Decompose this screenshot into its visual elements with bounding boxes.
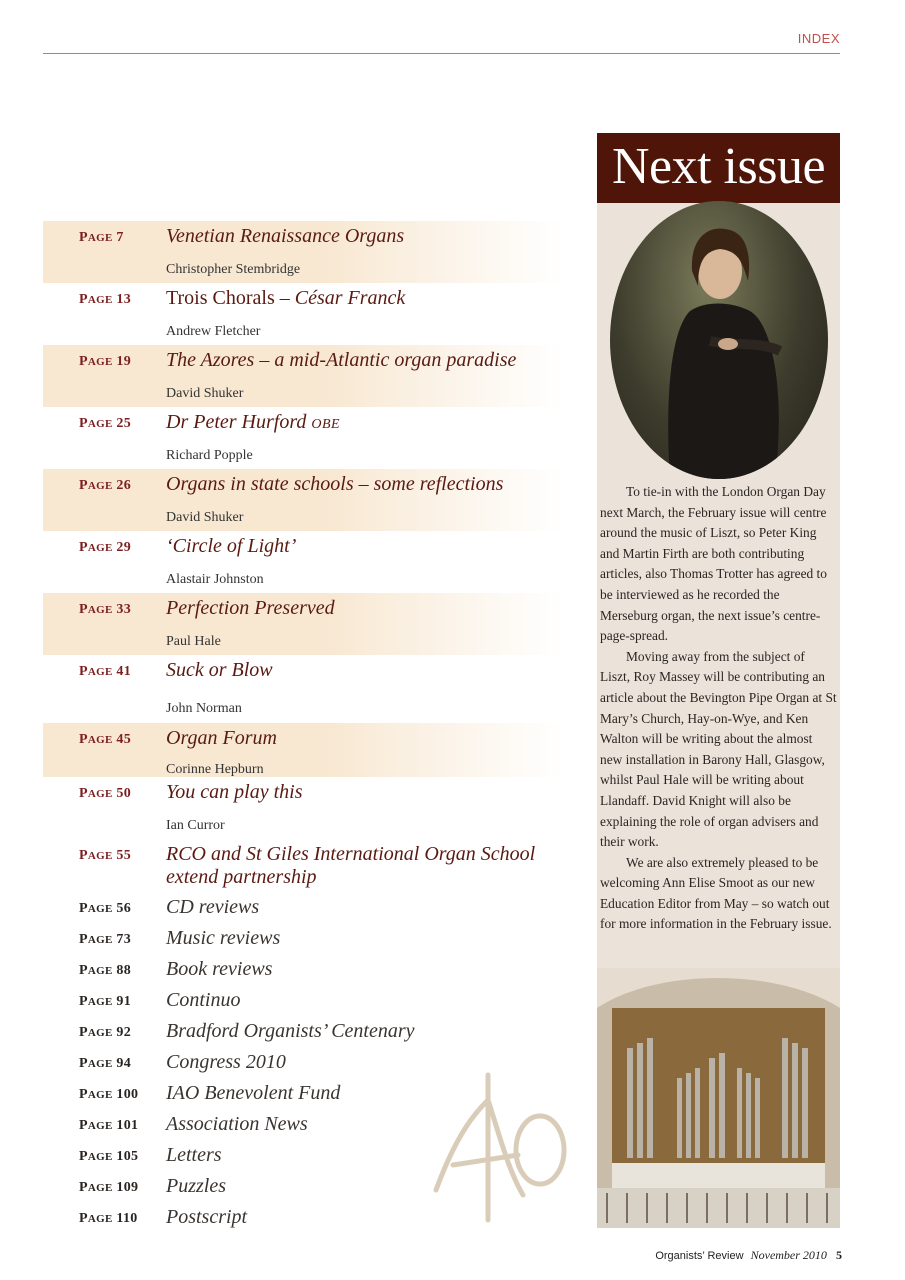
entry-title: Music reviews [166, 927, 281, 949]
entry-title: Perfection Preserved [166, 597, 335, 619]
toc-entry[interactable] [43, 839, 563, 895]
entry-title: ‘Circle of Light’ [166, 535, 297, 557]
entry-title: RCO and St Giles International Organ School extend partnership [166, 843, 536, 888]
page-number: PAGE 105 [79, 1149, 139, 1164]
toc-entry[interactable] [43, 655, 563, 723]
toc-entry[interactable] [43, 531, 563, 593]
page-number: PAGE 41 [79, 664, 132, 679]
page-number: PAGE 25 [79, 416, 132, 431]
toc-entry[interactable] [43, 283, 563, 345]
section-label: INDEX [797, 31, 840, 46]
entry-title: Postscript [166, 1206, 248, 1228]
toc-entry[interactable] [43, 926, 563, 957]
entry-author: Alastair Johnston [166, 572, 264, 587]
toc-entry[interactable] [43, 957, 563, 988]
entry-author: David Shuker [166, 510, 244, 525]
next-issue-panel [597, 133, 840, 1228]
toc-entry[interactable] [43, 593, 563, 655]
page-number: PAGE 45 [79, 732, 132, 747]
entry-title: Congress 2010 [166, 1051, 286, 1073]
toc-entry[interactable] [43, 469, 563, 531]
entry-title: Letters [166, 1144, 222, 1166]
page-number: PAGE 109 [79, 1180, 139, 1195]
toc-entry[interactable] [43, 1019, 563, 1050]
page-number: PAGE 33 [79, 602, 132, 617]
entry-title: Venetian Renaissance Organs [166, 225, 405, 247]
toc-entry[interactable] [43, 407, 563, 469]
entry-title: Association News [166, 1113, 308, 1135]
entry-title: Continuo [166, 989, 241, 1011]
toc-entry[interactable] [43, 345, 563, 407]
entry-author: Christopher Stembridge [166, 262, 301, 277]
page-footer [655, 1248, 842, 1263]
merseburg-organ-image [597, 968, 840, 1228]
entry-author: Paul Hale [166, 634, 221, 649]
page-number: PAGE 56 [79, 901, 132, 916]
liszt-portrait-image [610, 201, 828, 479]
entry-title: Bradford Organists’ Centenary [166, 1020, 415, 1042]
page-number: PAGE 7 [79, 230, 124, 245]
panel-paragraph: We are also extremely pleased to be welcoming Ann Elise Smoot as our new Education Editor from May – so watch out for more information in the February issue. [600, 854, 832, 932]
toc-entry[interactable] [43, 221, 563, 283]
page-number: PAGE 110 [79, 1211, 138, 1226]
entry-title: Suck or Blow [166, 659, 273, 681]
entry-title: Dr Peter Hurford OBE [166, 411, 341, 433]
panel-paragraph: To tie-in with the London Organ Day next March, the February issue will centre around the music of Liszt, so Peter King and Martin Firth are both contributing articles, also Thomas Trotter has agreed to be interviewed as he recorded the Merseburg organ, the next issue’s centre-page-spread. [600, 484, 827, 644]
header-rule [43, 53, 840, 54]
entry-author: Ian Curror [166, 818, 225, 833]
iao-logo [428, 1070, 570, 1225]
entry-title: You can play this [166, 781, 303, 803]
page-number: PAGE 73 [79, 932, 132, 947]
entry-author: Corinne Hepburn [166, 762, 264, 777]
toc-entry[interactable] [43, 777, 563, 839]
entry-title: Trois Chorals – César Franck [166, 287, 406, 309]
toc-entry[interactable] [43, 988, 563, 1019]
page-number-footer: 5 [836, 1248, 842, 1262]
entry-title: Organs in state schools – some reflections [166, 473, 504, 495]
entry-author: Andrew Fletcher [166, 324, 261, 339]
toc-entry[interactable] [43, 895, 563, 926]
page-number: PAGE 26 [79, 478, 132, 493]
page-number: PAGE 13 [79, 292, 132, 307]
page-number: PAGE 101 [79, 1118, 139, 1133]
entry-title: CD reviews [166, 896, 260, 918]
entry-title: Organ Forum [166, 727, 277, 749]
entry-title: Book reviews [166, 958, 273, 980]
entry-title: The Azores – a mid-Atlantic organ paradise [166, 349, 517, 371]
entry-title: Puzzles [166, 1175, 226, 1197]
entry-title: IAO Benevolent Fund [166, 1082, 341, 1104]
page-number: PAGE 91 [79, 994, 132, 1009]
page-number: PAGE 55 [79, 848, 132, 863]
entry-author: John Norman [166, 701, 242, 716]
publication-name: Organists’ Review [655, 1250, 744, 1262]
page-number: PAGE 94 [79, 1056, 132, 1071]
issue-date: November 2010 [750, 1248, 827, 1262]
panel-paragraph: Moving away from the subject of Liszt, Roy Massey will be contributing an article about the Bevington Pipe Organ at St Mary’s Church, Hay-on-Wye, and Ken Walton will be writing about the almost new installation in Barony Hall, Glasgow, whilst Paul Hale will be writing about Llandaff. David Knight will also be explaining the role of organ advisers and their work. [600, 648, 837, 850]
page-number: PAGE 88 [79, 963, 132, 978]
page-number: PAGE 19 [79, 354, 132, 369]
panel-body [600, 482, 838, 935]
page-number: PAGE 92 [79, 1025, 132, 1040]
entry-author: Richard Popple [166, 448, 253, 463]
panel-title: Next issue [597, 133, 840, 203]
page-number: PAGE 50 [79, 786, 132, 801]
page-number: PAGE 29 [79, 540, 132, 555]
page-number: PAGE 100 [79, 1087, 139, 1102]
entry-author: David Shuker [166, 386, 244, 401]
toc-entry[interactable] [43, 723, 563, 777]
